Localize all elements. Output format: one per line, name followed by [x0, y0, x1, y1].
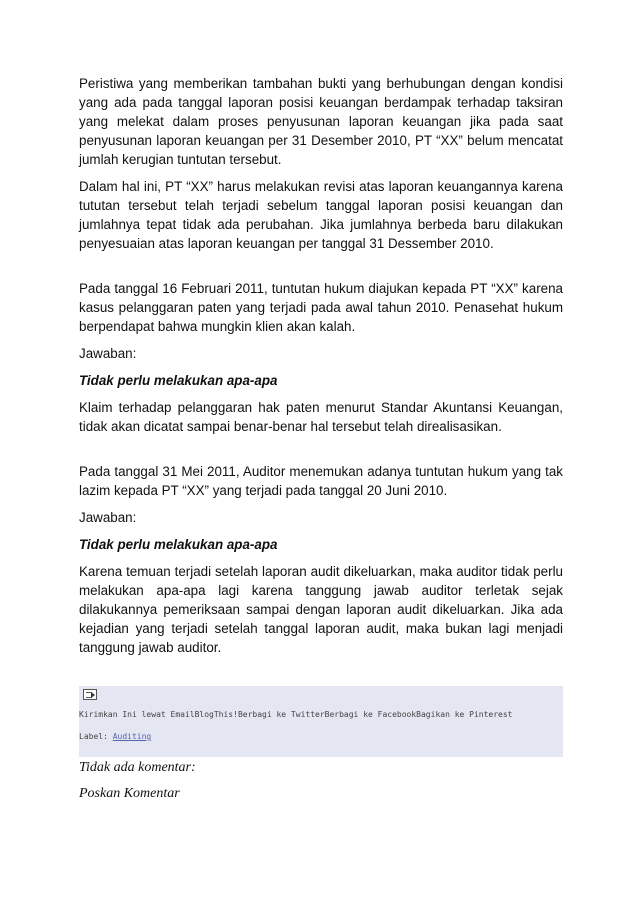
case-3-explanation: Karena temuan terjadi setelah laporan audit dikeluarkan, maka auditor tidak perlu melakukan apa-apa lagi karena tanggung jawab auditor terletak sejak dilakukannya pemeriksaan sampai dengan laporan audit dikeluarkan. Jika ada kejadian yang terjadi setelah tanggal laporan audit, maka bukan lagi menjadi tanggung jawab auditor.	[79, 564, 563, 655]
case-3-answer: Tidak perlu melakukan apa-apa	[79, 537, 278, 552]
email-post-icon[interactable]	[83, 689, 97, 700]
paragraph-1: Peristiwa yang memberikan tambahan bukti yang berhubungan dengan kondisi yang ada pada tanggal laporan posisi keuangan berdampak terhadap taksiran yang melekat dalam proses penyusunan laporan keuangan jika pada saat penyusunan laporan keuangan per 31 Desember 2010, PT “XX” belum mencatat jumlah kerugian tuntutan tersebut.	[79, 76, 563, 167]
post-labels	[79, 732, 151, 741]
document-body	[79, 74, 563, 665]
label-auditing-link[interactable]: Auditing	[112, 732, 152, 741]
pinterest-share-link[interactable]: Bagikan ke Pinterest	[416, 710, 513, 719]
case-3-question: Pada tanggal 31 Mei 2011, Auditor menemukan adanya tuntutan hukum yang tak lazim kepada PT “XX” yang terjadi pada tanggal 20 Juni 2010.	[79, 464, 563, 498]
spacer	[79, 444, 563, 462]
case-2-answer: Tidak perlu melakukan apa-apa	[79, 373, 278, 388]
spacer	[79, 261, 563, 279]
case-3-answer-label: Jawaban:	[79, 510, 137, 525]
blogthis-link[interactable]: BlogThis!	[194, 710, 238, 719]
paragraph-2: Dalam hal ini, PT “XX” harus melakukan revisi atas laporan keuangannya karena tututan tersebut telah terjadi sebelum tanggal laporan posisi keuangan dan jumlahnya tepat tidak ada perubahan. Jika jumlahnya berbeda baru dilakukan penyesuaian atas laporan keuangan per tanggal 31 Dessember 2010.	[79, 179, 563, 251]
case-2-answer-label: Jawaban:	[79, 346, 137, 361]
case-2-question: Pada tanggal 16 Februari 2011, tuntutan hukum diajukan kepada PT “XX” karena kasus pelanggaran paten yang terjadi pada awal tahun 2010. Penasehat hukum berpendapat bahwa mungkin klien akan kalah.	[79, 281, 563, 334]
post-share-bar	[79, 686, 563, 757]
share-links	[79, 710, 513, 719]
case-2-explanation: Klaim terhadap pelanggaran hak paten menurut Standar Akuntansi Keuangan, tidak akan dicatat sampai benar-benar hal tersebut telah direalisasikan.	[79, 400, 563, 434]
facebook-share-link[interactable]: Berbagi ke Facebook	[324, 710, 417, 719]
no-comments-text: Tidak ada komentar:	[79, 760, 196, 775]
post-comment-link[interactable]: Poskan Komentar	[79, 786, 180, 801]
twitter-share-link[interactable]: Berbagi ke Twitter	[237, 710, 325, 719]
email-share-link[interactable]: Kirimkan Ini lewat Email	[79, 710, 195, 719]
label-prefix: Label:	[79, 732, 113, 741]
